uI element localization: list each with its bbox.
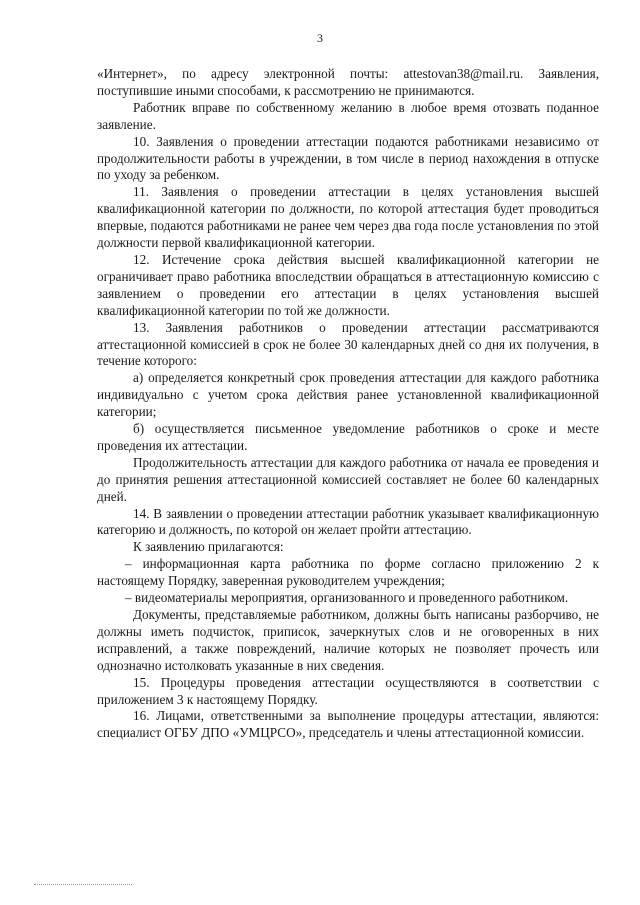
paragraph-clause-10: 10. Заявления о проведении аттестации подаются работниками независимо от продолжительности работы в учреждении, в том числе в период нахождения в отпуске по уходу за ребенком. <box>97 133 599 183</box>
paragraph-document-requirements: Документы, представляемые работником, должны быть написаны разборчиво, не должны иметь подчисток, приписок, зачеркнутых слов и не оговоренных в них исправлений, а также повреждений, наличие которых не позволяет прочесть или однозначно истолковать указанные в них сведения. <box>97 607 599 673</box>
paragraph-withdraw-application: Работник вправе по собственному желанию в любое время отозвать поданное заявление. <box>97 99 599 132</box>
paragraph-clause-13-a: а) определяется конкретный срок проведения аттестации для каждого работника индивидуально с учетом срока действия ранее установленной квалификационной категории; <box>97 370 599 420</box>
paragraph-clause-16: 16. Лицами, ответственными за выполнение процедуры аттестации, являются: специалист ОГБУ ДПО «УМЦРСО», председатель и члены аттестационной комиссии. <box>97 708 599 741</box>
paragraph-attachments-heading: К заявлению прилагаются: <box>133 539 284 555</box>
paragraph-clause-12: 12. Истечение срока действия высшей квалификационной категории не ограничивает право работника впоследствии обращаться в аттестационную комиссию с заявлением о проведении его аттестации в целях установления высшей квалификационной категории по той же должности. <box>97 251 599 318</box>
paragraph-clause-13: 13. Заявления работников о проведении аттестации рассматриваются аттестационной комиссией в срок не более 30 календарных дней со дня их получения, в течение которого: <box>97 319 599 369</box>
paragraph-clause-15: 15. Процедуры проведения аттестации осуществляются в соответствии с приложением 3 к настоящему Порядку. <box>97 674 599 707</box>
page-number: 3 <box>317 31 323 45</box>
paragraph-attestation-duration: Продолжительность аттестации для каждого работника от начала ее проведения и до принятия решения аттестационной комиссией составляет не более 60 календарных дней. <box>97 454 599 504</box>
paragraph-email-continuation: «Интернет», по адресу электронной почты: attestovan38@mail.ru. Заявления, поступившие иными способами, к рассмотрению не принимаются. <box>97 66 599 98</box>
list-item-info-card: – информационная карта работника по форме согласно приложению 2 к настоящему Порядку, заверенная руководителем учреждения; <box>97 556 599 589</box>
document-body <box>97 66 599 742</box>
list-item-video-materials: – видеоматериалы мероприятия, организованного и проведенного работником. <box>125 590 569 606</box>
footer-divider <box>34 884 132 885</box>
paragraph-clause-13-b: б) осуществляется письменное уведомление работников о сроке и месте проведения их аттестации. <box>97 421 599 453</box>
paragraph-clause-14: 14. В заявлении о проведении аттестации работник указывает квалификационную категорию и должность, по которой он желает пройти аттестацию. <box>97 505 599 538</box>
paragraph-clause-11: 11. Заявления о проведении аттестации в целях установления высшей квалификационной категории по должности, по которой аттестация будет проводиться впервые, подаются работниками не ранее чем через два года после установления по этой должности первой квалификационной категории. <box>97 184 599 251</box>
